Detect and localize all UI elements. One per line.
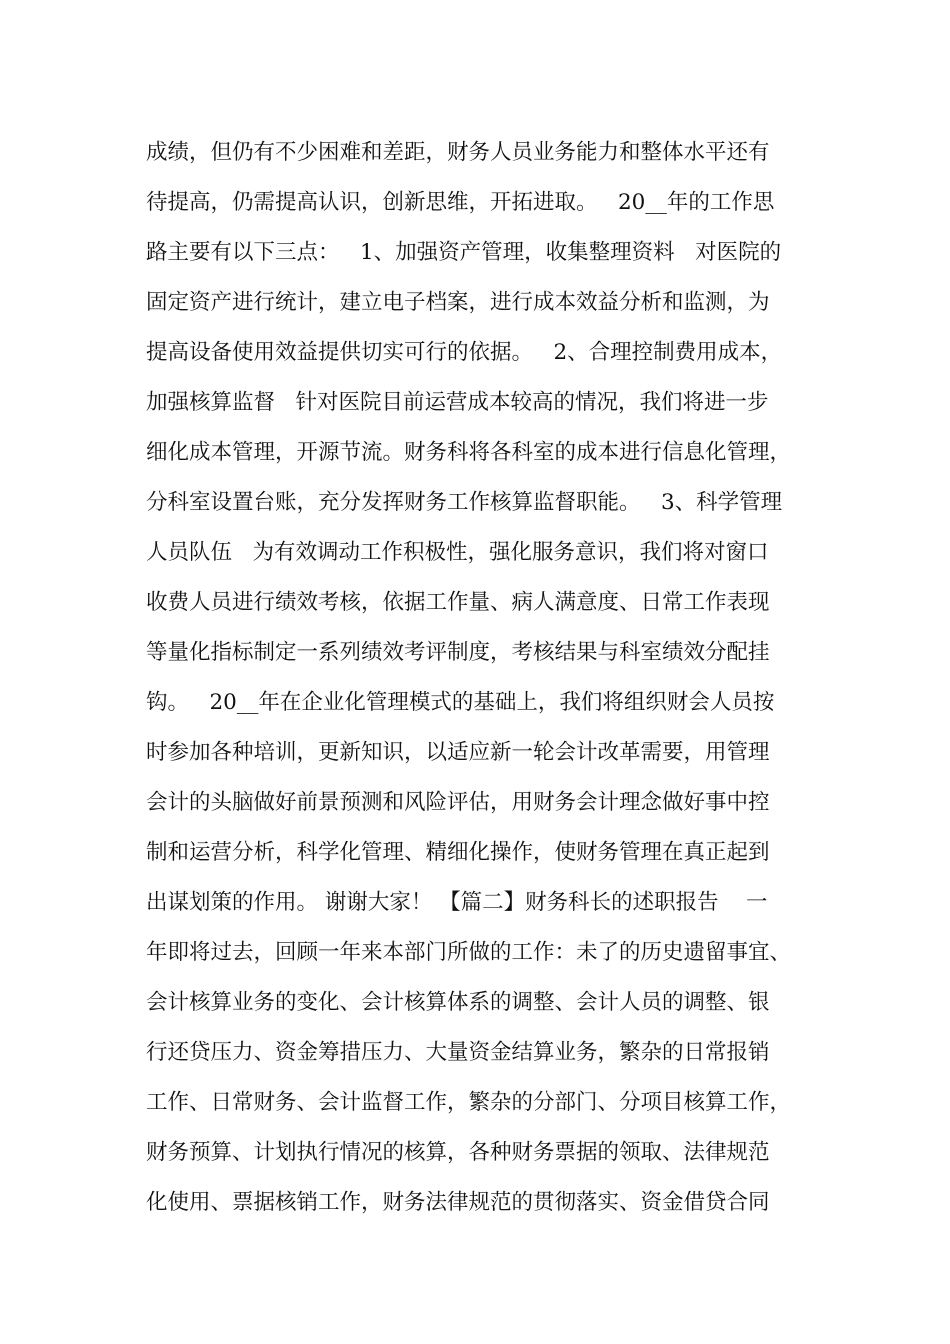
text-line: 收费人员进行绩效考核，依据工作量、病人满意度、日常工作表现 xyxy=(146,590,770,615)
text-line: 提高设备使用效益提供切实可行的依据。 2、合理控制费用成本， xyxy=(146,340,783,365)
text-line: 工作、日常财务、会计监督工作，繁杂的分部门、分项目核算工作， xyxy=(146,1090,792,1115)
text-line: 行还贷压力、资金筹措压力、大量资金结算业务，繁杂的日常报销 xyxy=(146,1040,770,1065)
text-line: 会计核算业务的变化、会计核算体系的调整、会计人员的调整、银 xyxy=(146,990,770,1015)
text-line: 分科室设置台账，充分发挥财务工作核算监督职能。 3、科学管理 xyxy=(146,490,783,515)
text-line: 时参加各种培训，更新知识，以适应新一轮会计改革需要，用管理 xyxy=(146,740,770,765)
text-line: 固定资产进行统计，建立电子档案，进行成本效益分析和监测，为 xyxy=(146,290,770,315)
text-line: 制和运营分析，科学化管理、精细化操作，使财务管理在真正起到 xyxy=(146,840,770,865)
text-line: 成绩，但仍有不少困难和差距，财务人员业务能力和整体水平还有 xyxy=(146,140,770,165)
text-line: 加强核算监督 针对医院目前运营成本较高的情况，我们将进一步 xyxy=(146,390,769,415)
text-line: 待提高，仍需提高认识，创新思维，开拓进取。 20__年的工作思 xyxy=(146,190,775,215)
text-line: 会计的头脑做好前景预测和风险评估，用财务会计理念做好事中控 xyxy=(146,790,770,815)
text-line: 年即将过去，回顾一年来本部门所做的工作：未了的历史遗留事宜、 xyxy=(146,940,792,965)
text-line: 人员队伍 为有效调动工作积极性，强化服务意识，我们将对窗口 xyxy=(146,540,769,565)
text-line: 出谋划策的作用。 谢谢大家！ 【篇二】财务科长的述职报告 一 xyxy=(146,890,768,915)
text-line: 路主要有以下三点： 1、加强资产管理，收集整理资料 对医院的 xyxy=(146,240,782,265)
text-line: 钩。 20__年在企业化管理模式的基础上，我们将组织财会人员按 xyxy=(146,690,775,715)
text-line: 化使用、票据核销工作，财务法律规范的贯彻落实、资金借贷合同 xyxy=(146,1190,770,1215)
text-line: 细化成本管理，开源节流。财务科将各科室的成本进行信息化管理， xyxy=(146,440,792,465)
text-line: 财务预算、计划执行情况的核算，各种财务票据的领取、法律规范 xyxy=(146,1140,770,1165)
body-text xyxy=(146,128,846,1228)
text-line: 等量化指标制定一系列绩效考评制度，考核结果与科室绩效分配挂 xyxy=(146,640,770,665)
